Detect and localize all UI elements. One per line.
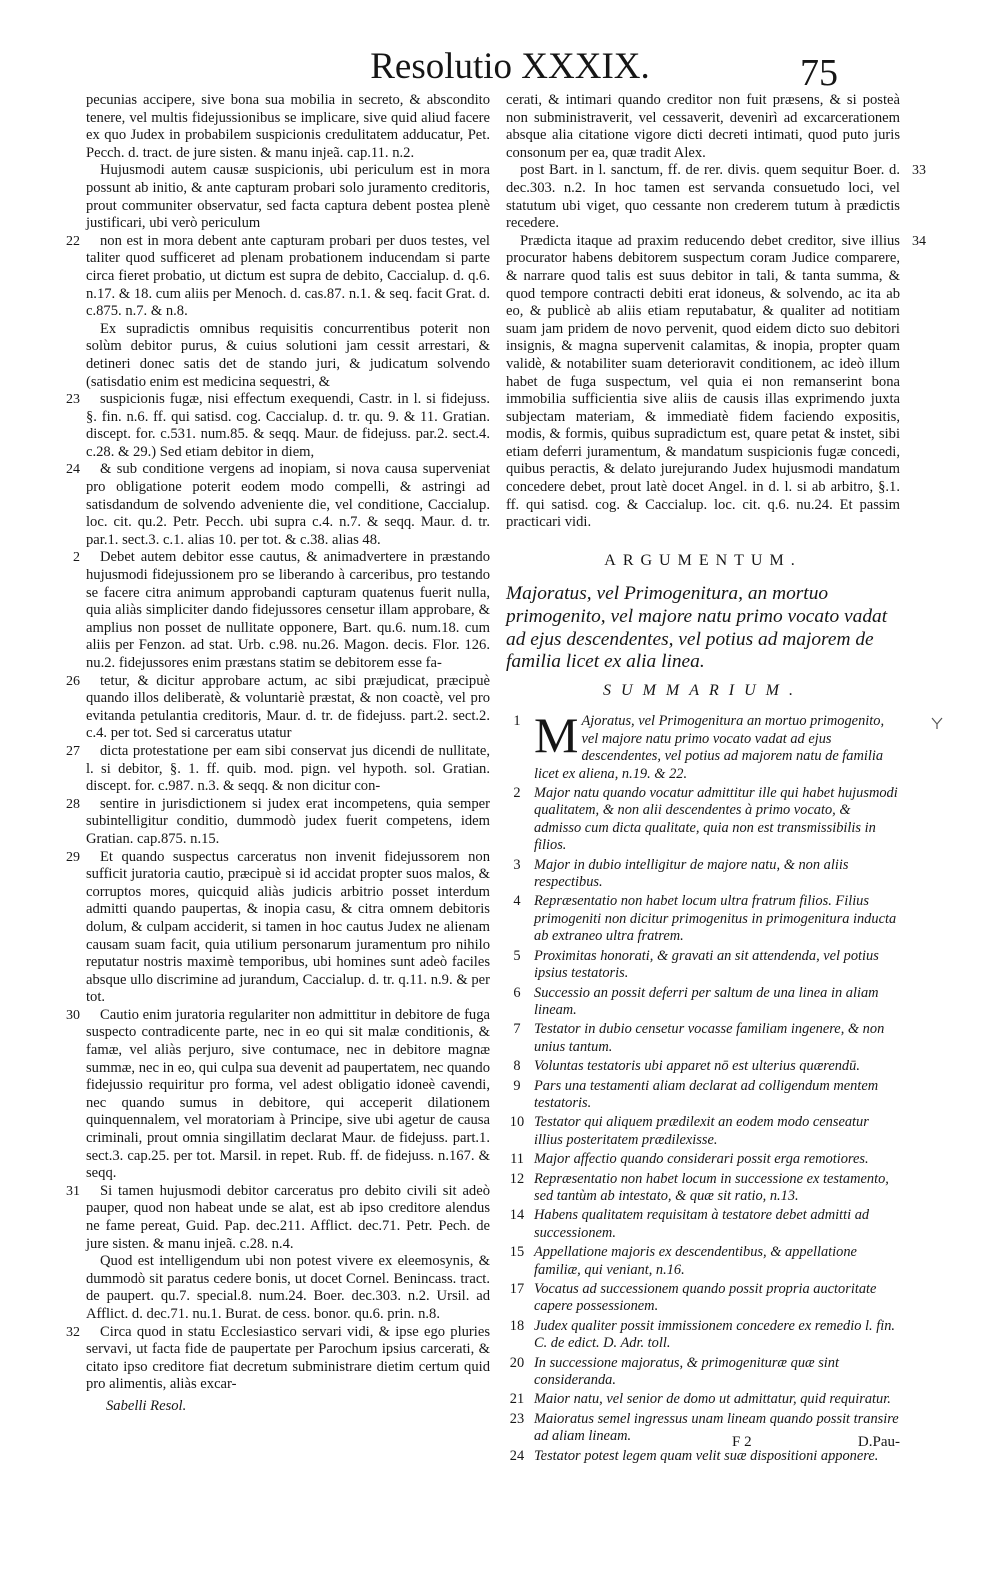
paragraph-text: Debet autem debitor esse cautus, & animadvertere in præstando hujusmodi fidejussionem pro se liberando à carceribus, pro testando se facere citra animum approbandi capturam quatenus fuerit nulla, quia aliàs simpliciter dando fidejussores censetur illam approbare, & amplius non posset de nullitate opponere, Bart. qu.6. num.18. cum aliis per Fenzon. ad stat. Urb. c.98. nu.26. Magon. decis. Flor. 126. nu.2. fidejussores enim præstans statim se debitorem esse fa-	[86, 549, 490, 671]
summary-number: 3	[513, 856, 521, 873]
summary-number: 7	[513, 1021, 521, 1038]
body-paragraph	[86, 162, 490, 232]
summary-number: 8	[513, 1058, 521, 1075]
summary-text: Maioratus semel ingressus unam lineam quando possit transire ad aliam lineam.	[534, 1410, 899, 1445]
body-paragraph	[73, 549, 490, 672]
paragraph-text: Hujusmodi autem causæ suspicionis, ubi periculum est in mora possunt ab initio, & ante capturam probari solo juramento creditoris, prout communiter observatur, sed facta captura debent postea plenè justificari, ubi verò periculum	[86, 162, 490, 232]
summary-text: Habens qualitatem requisitam à testatore debet admitti ad successionem.	[534, 1207, 870, 1241]
paragraph-text: tetur, & dicitur approbare actum, ac sibi præjudicat, præcipuè quando illos deliberatè, & voluntariè præstat, & non coactè, vel pro evitanda petulantia creditoris, Maur. d. tr. de fidejuss. part.2. sect.2. c.4. per tot. Sed si carceratus utatur	[86, 672, 490, 742]
summary-text: Voluntas testatoris ubi apparet nō est ulterius quærendū.	[534, 1058, 860, 1075]
summary-item	[506, 985, 900, 1020]
paragraph-text: Si tamen hujusmodi debitor carceratus pro debito civili sit adeò pauper, quod non habeat unde se alat, est ab ipso creditore alendus ne fame pereat, Guid. Pap. dec.211. Afflict. dec.71. Petr. Pech. de jure sisten. & manu injeã. c.28. n.4.	[86, 1182, 490, 1252]
paragraph-text: suspicionis fugæ, nisi effectum exequendi, Castr. in l. si fidejuss. §. fin. n.6. ff. qui satisd. cog. Caccialup. d. tr. qu. 9. & 11. Gratian. discept. for. c.531. num.85. & seqq. Maur. de fidejuss. par.2. sect.4. c.28. & 29.) Sed etiam debitor in diem,	[86, 391, 490, 460]
body-paragraph	[506, 232, 926, 532]
argumentum-heading: ARGUMENTUM.	[604, 551, 802, 569]
summary-number: 18	[509, 1317, 525, 1334]
summary-number: 24	[509, 1447, 525, 1464]
summary-number: 2	[513, 785, 521, 802]
summary-text: Repræsentatio non habet locum in successione ex testamento, sed tantùm ab intestato, & quæ sit ratio, n.13.	[534, 1170, 889, 1204]
paragraph-text: Circa quod in statu Ecclesiastico servari vidi, & ipse ego pluries servavi, ut facta fide de paupertate per Parochum ipsius carcerati, & citato ipso creditore fiat decretum subministrare dietim certum quid pro alimentis, aliàs excar-	[86, 1323, 490, 1393]
body-paragraph	[86, 321, 490, 391]
paragraph-text: & sub conditione vergens ad inopiam, si nova causa superveniat pro obligatione poterit eodem modo compelli, & astringi ad satisdandum de solvendo adveniente die, vel conditione, Caccialup. loc. cit. qu.2. Petr. Pecch. ubi supra c.4. n.7. & seqq. Maur. d. tr. par.1. sect.3. c.1. alias 10. per tot. & c.38. alias 48.	[86, 461, 490, 548]
paragraph-text: Prædicta itaque ad praxim reducendo debet creditor, sive illius procurator habens debitorem suspectum coram Judice comparere, & narrare quod talis est suus debitor in tali, & tanta summa, & quod tempore contracti debiti erat idoneus, & solvendo, ac ita ab eo, & publicè ab aliis etiam reputabatur, & qualiter ad notitiam suam jam pridem de novo pervenit, quod eidem dicto suo debitori insignis, & magna supervenit calamitas, & inopia, propter quam validè, & notabiliter suam deterioravit conditionem, ac ideò illum habet de fuga suspectum, vel quia ei non remanserint bona immobilia sufficientia sive aliis de causis illas exprimendo juxta subjectam materiam, & immediatè fidem faciendo expositis, modis, & formis, quibus supradictum est, quare petat & instet, sibi etiam deferri juramentum, & mandatum suspicionis fugæ concedi, quibus peractis, & delato jurejurando Judex hujusmodi mandatum concedere debet, prout latè docet Angel. in d. l. si ab arbitro, §.1. ff. qui satisd. cog. & Caccialup. loc. cit. q.6. nu.24. Et passim practicari vidi.	[506, 232, 900, 531]
summary-item	[506, 948, 900, 983]
right-column	[506, 92, 926, 1467]
running-head	[0, 44, 1000, 94]
margin-number: 2	[73, 550, 80, 566]
margin-number: 24	[66, 462, 80, 478]
folio-number: 75	[800, 52, 838, 94]
summary-item	[506, 1078, 900, 1113]
summary-number: 23	[509, 1410, 525, 1427]
summary-text: Major affectio quando considerari possit erga remotiores.	[534, 1151, 869, 1168]
summary-list	[506, 707, 900, 1465]
summary-text: Maior natu, vel senior de domo ut admittatur, quid requiratur.	[534, 1391, 891, 1408]
summary-item	[506, 707, 900, 783]
summary-number: 20	[509, 1354, 525, 1371]
signature-mark: F 2	[732, 1434, 752, 1450]
paragraph-text: post Bart. in l. sanctum, ff. de rer. divis. quem sequitur Boer. d. dec.303. n.2. In hoc tamen est servanda consuetudo loci, vel statutum ubi viget, quo cessante non crederem tutum à prædictis recedere.	[506, 162, 900, 232]
margin-number: 27	[66, 743, 80, 759]
left-column	[66, 92, 490, 1416]
body-paragraph	[66, 232, 490, 321]
signature-line: Sabelli Resol.	[106, 1397, 187, 1414]
body-paragraph	[86, 1253, 490, 1323]
summary-number: 17	[509, 1281, 525, 1297]
margin-number: 31	[66, 1183, 80, 1199]
summary-item	[506, 1391, 900, 1408]
margin-tick-mark	[930, 716, 944, 730]
summary-number: 1	[513, 713, 521, 730]
margin-number: 34	[912, 233, 926, 249]
margin-number: 30	[66, 1007, 80, 1023]
body-paragraph	[66, 848, 490, 1007]
margin-number: 26	[66, 673, 80, 689]
body-paragraph	[66, 391, 490, 461]
summary-number: 15	[509, 1244, 525, 1261]
summary-number: 10	[509, 1114, 525, 1131]
summary-number: 12	[509, 1170, 525, 1187]
paragraph-text: non est in mora debent ante capturam probari per duos testes, vel taliter quod sufficeret ad plenam probationem inducendam si parte circa fieret probatio, ut dictum est supra de debito, Caccialup. d. q.6. n.17. & 18. cum aliis per Menoch. d. cas.87. n.1. & seq. facit Grat. d. c.875. n.7. & n.8.	[86, 232, 490, 320]
page-footer	[506, 1434, 900, 1456]
summarium-heading: SUMMARIUM.	[603, 681, 803, 699]
body-paragraph	[66, 461, 490, 549]
paragraph-text: Ex supradictis omnibus requisitis concurrentibus poterit non solùm debitor purus, & cuius solutioni jam cessit arrestari, & detineri donec satis det de stando juri, & judicatum solvendo (satisdatio enim est medicina sequestri, &	[86, 320, 490, 390]
paragraph-text: Quod est intelligendum ubi non potest vivere ex eleemosynis, & dummodò sit paratus cedere bonis, ut docet Cornel. Benincass. tract. de paupert. qu.7. special.8. num.24. Boer. dec.303. n.2. Ursil. ad Afflict. d. dec.71. nu.1. Burat. de cess. bonor. qu.6. prin. n.8.	[86, 1253, 490, 1322]
page-title: Resolutio XXXIX.	[370, 46, 650, 87]
summary-number: 5	[513, 947, 521, 964]
summary-item	[506, 1171, 900, 1206]
body-paragraph	[66, 1182, 490, 1253]
summary-number: 9	[513, 1077, 521, 1094]
summary-item	[506, 1114, 900, 1149]
paragraph-text: pecunias accipere, sive bona sua mobilia in secreto, & abscondito tenere, vel multis fidejussionibus se implicare, sive quid aliud facere ex quo Judex in probabilem suspicionis credulitatem adducatur, Pet. Pecch. d. tract. de jure sisten. & manu injeã. cap.11. n.2.	[86, 92, 490, 161]
margin-number: 33	[912, 163, 926, 179]
summary-text: Ajoratus, vel Primogenitura an mortuo primogenito, vel majore natu primo vocato vadat ad ejus descendentes, vel potius ad majorem natu de familia licet ex aliena, n.19. & 22.	[534, 713, 885, 782]
summary-number: 11	[510, 1151, 524, 1168]
summary-text: Successio an possit deferri per saltum de una linea in aliam lineam.	[534, 984, 879, 1018]
summary-item	[506, 1207, 900, 1242]
summary-text: Testator qui aliquem prædilexit an eodem modo censeatur illius posteritatem prædilexisse.	[534, 1114, 869, 1148]
margin-number: 32	[66, 1324, 80, 1340]
summary-item	[506, 1355, 900, 1390]
summary-item	[506, 785, 900, 855]
summary-item	[506, 1318, 900, 1353]
summary-text: Vocatus ad successionem quando possit propria auctoritate capere possessionem.	[534, 1281, 877, 1315]
summary-item	[506, 1281, 900, 1316]
paragraph-text: Et quando suspectus carceratus non invenit fidejussorem non sufficit juratoria cautio, præcipuè si id accidat propter suos malos, & corruptos mores, quicquid aliàs judicis arbitrio posset interdum admitti quando paupertas, & inopia casu, & citra omnem debitoris dolum, & culpam acciderit, si tamen in hoc cautus Judex ne alienam causam suam facit, quia utilium personarum juramentum pro nihilo reputatur nostris maximè temporibus, ubi homines sunt adeò faciles absque ullo discrimine ad jurandum, Caccialup. d. tr. q.11. n.9. & per tot.	[86, 848, 490, 1006]
body-paragraph	[506, 162, 926, 232]
drop-capital: M	[534, 707, 579, 764]
body-paragraph	[66, 672, 490, 743]
summary-text: Repræsentatio non habet locum ultra fratrum filios. Filius primogeniti non dicitur primogenitus in primogenitura inducta ab extraneo ultra fratrem.	[534, 893, 897, 945]
summary-item	[506, 1244, 900, 1279]
summary-number: 4	[513, 893, 521, 910]
summary-text: Proximitas honorati, & gravati an sit attendenda, vel potius ipsius testatoris.	[534, 947, 879, 982]
summary-number: 14	[509, 1207, 525, 1224]
paragraph-text: cerati, & intimari quando creditor non fuit præsens, & si posteà non subministraverit, vel cessaverit, devenirì ad excarcerationem absque alia citatione vigore dicti decreti intimati, quod puto juris consonum per ea, quæ tradit Alex.	[506, 92, 900, 161]
body-paragraph	[66, 1006, 490, 1183]
summary-number: 6	[513, 984, 521, 1001]
summary-number: 21	[509, 1391, 525, 1408]
margin-number: 22	[66, 233, 80, 249]
summary-text: Testator potest legem quam velit suæ dispositioni apponere.	[534, 1447, 879, 1464]
summary-text: Judex qualiter possit immissionem concedere ex remedio l. fin. C. de edict. D. Adr. toll.	[534, 1317, 896, 1352]
summary-text: Testator in dubio censetur vocasse familiam ingenere, & non unius tantum.	[534, 1021, 885, 1055]
summary-item	[506, 1058, 900, 1075]
body-paragraph	[66, 1323, 490, 1394]
summary-text: Major in dubio intelligitur de majore natu, & non aliis respectibus.	[534, 856, 849, 891]
summary-item	[506, 1021, 900, 1056]
argumentum-text: Majoratus, vel Primogenitura, an mortuo primogenito, vel majore natu primo vocato vadat ad ejus descendentes, vel potius ad majorem de familia licet ex alia linea.	[506, 583, 888, 673]
summary-item	[506, 893, 900, 945]
paragraph-text: dicta protestatione per eam sibi conservat jus dicendi de nullitate, l. si debitor, §. 1. ff. quib. mod. pign. vel hypoth. sol. Gratian. discept. for. c.987. n.3. & seqq. & non dicitur con-	[86, 742, 490, 795]
body-paragraph	[66, 742, 490, 796]
catchword: D.Pau-	[857, 1434, 900, 1450]
paragraph-text: sentire in jurisdictionem si judex erat incompetens, quia semper subintelligitur conditio, dummodò judex fuerit competens, idem Gratian. cap.875. n.15.	[86, 795, 490, 847]
body-paragraph	[506, 92, 900, 162]
body-paragraph	[86, 92, 490, 162]
body-paragraph	[66, 795, 490, 849]
margin-number: 28	[66, 796, 80, 812]
summary-text: In successione majoratus, & primogenituræ quæ sint consideranda.	[534, 1354, 839, 1389]
summary-text: Pars una testamenti aliam declarat ad colligendum mentem testatoris.	[534, 1077, 879, 1111]
paragraph-text: Cautio enim juratoria regulariter non admittitur in debitore de fuga suspecto contradicente parte, nec in eo qui sit malæ conditionis, & famæ, vel aliàs perjuro, sive contumace, nec in debitore magnæ summæ, nec in eo, qui culpa sua devenit ad paupertatem, nec quando fidejussio requiritur pro forma, vel adest obligatio idoneè cavendi, nec quando sumus in debitore, qui acceperit dilationem quinquennalem, vel moratoriam à Principe, sive ubi agetur de causa criminali, prout omnia singillatim declarat Maur. de fidejuss. part.1. sect.3. cap.25. per tot. Marsil. in repet. Rub. ff. de fidejuss. n.167. & seqq.	[86, 1006, 490, 1182]
margin-number: 23	[66, 392, 80, 408]
summary-text: Major natu quando vocatur admittitur ille qui habet hujusmodi qualitatem, & non alii descendentes à primo vocato, & admisso cum dicta qualitate, quia non est transmissibilis in filios.	[534, 785, 898, 854]
summary-text: Appellatione majoris ex descendentibus, & appellatione familiæ, qui veniant, n.16.	[534, 1244, 857, 1278]
summary-item	[506, 857, 900, 892]
margin-number: 29	[66, 849, 80, 865]
summary-item	[506, 1151, 900, 1168]
